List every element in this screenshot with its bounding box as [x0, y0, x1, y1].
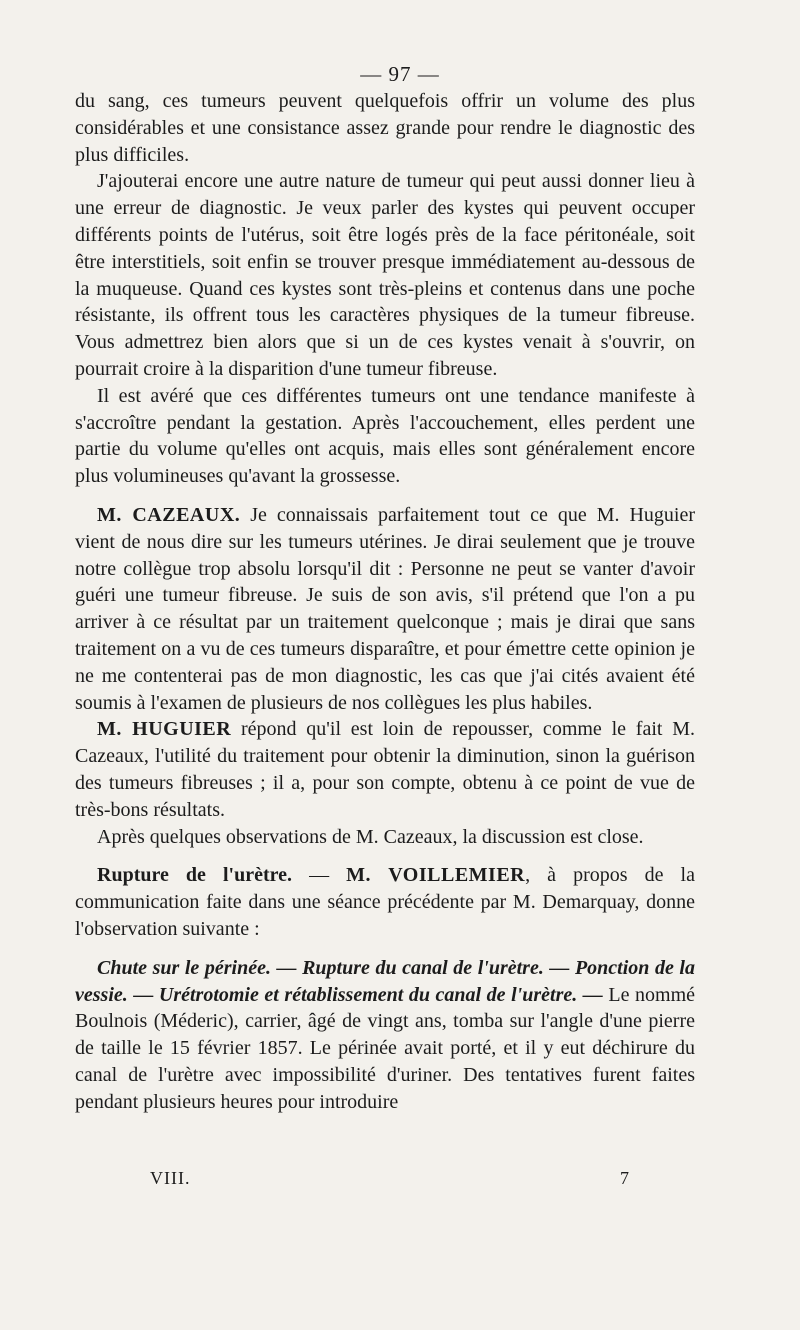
paragraph-5-text: répond qu'il est loin de repousser, comme le fait M. Cazeaux, l'utilité du traitement pour obtenir la diminution, sinon la guérison des tumeurs fibreuses ; il a, pour son compte, obtenu à ce point de vue de très-bons résultats.	[75, 718, 695, 821]
page-number: — 97 —	[360, 62, 440, 86]
paragraph-5	[75, 716, 695, 823]
speaker-cazeaux: M. CAZEAUX.	[97, 503, 241, 526]
paragraph-2: J'ajouterai encore une autre nature de tumeur qui peut aussi donner lieu à une erreur de diagnostic. Je veux parler des kystes qui peuvent occuper différents points de l'utérus, soit être logés près de la face péritonéale, soit être interstitiels, soit enfin se trouver presque immédiatement au-dessous de la muqueuse. Quand ces kystes sont très-pleins et contenus dans une poche résistante, ils offrent tous les caractères physiques de la tumeur fibreuse. Vous admettrez bien alors que si un de ces kystes venait à s'ouvrir, on pourrait croire à la disparition d'une tumeur fibreuse.	[75, 170, 695, 380]
paragraph-1: du sang, ces tumeurs peuvent quelquefois offrir un volume des plus considérables et une consistance assez grande pour rendre le diagnostic des plus difficiles.	[75, 90, 695, 166]
footer	[0, 1168, 800, 1198]
case-headings: Chute sur le périnée. — Rupture du canal de l'urètre. — Ponction de la vessie. — Urétrotomie et rétablissement du canal de l'urètre. —	[75, 956, 695, 1006]
section-title: Rupture de l'urètre.	[97, 864, 293, 887]
paragraph-8-text: Le nommé Boulnois (Méderic), carrier, âgé de vingt ans, tomba sur l'angle d'une pierre de taille le 15 février 1857. Le périnée avait porté, et il y eut déchirure du canal de l'urètre avec impossibilité d'uriner. Des tentatives furent faites pendant plusieurs heures pour introduire	[75, 983, 696, 1113]
speaker-voillemier: M. VOILLEMIER	[346, 864, 526, 887]
sheet-number: 7	[620, 1168, 629, 1188]
paragraph-8	[75, 955, 695, 1116]
title-dash: —	[309, 864, 330, 887]
speaker-huguier: M. HUGUIER	[97, 718, 232, 741]
paragraph-7	[75, 862, 695, 942]
paragraph-4	[75, 502, 695, 716]
signature-mark: VIII.	[150, 1168, 191, 1188]
paragraph-6: Après quelques observations de M. Cazeaux, la discussion est close.	[97, 825, 644, 848]
paragraph-7-text: , à propos de la communication faite dans une séance précédente par M. Demarquay, donne l'observation suivante :	[75, 864, 695, 940]
body-text	[75, 88, 695, 1115]
paragraph-4-text: Je connaissais parfaitement tout ce que M. Huguier vient de nous dire sur les tumeurs utérines. Je dirai seulement que je trouve notre collègue trop absolu lorsqu'il dit : Personne ne peut se vanter d'avoir guéri une tumeur fibreuse. Je suis de son avis, s'il prétend que l'on a pu arriver à ce résultat par un traitement quelconque ; mais je dirai que sans traitement on a vu de ces tumeurs disparaître, et pour émettre cette opinion je ne me contenterai pas de mon diagnostic, les cas que j'ai cités avaient été soumis à l'examen de plusieurs de nos collègues les plus habiles.	[75, 503, 696, 714]
paragraph-3: Il est avéré que ces différentes tumeurs ont une tendance manifeste à s'accroître pendant la gestation. Après l'accouchement, elles perdent une partie du volume qu'elles ont acquis, mais elles sont généralement encore plus volumineuses qu'avant la grossesse.	[75, 384, 695, 488]
